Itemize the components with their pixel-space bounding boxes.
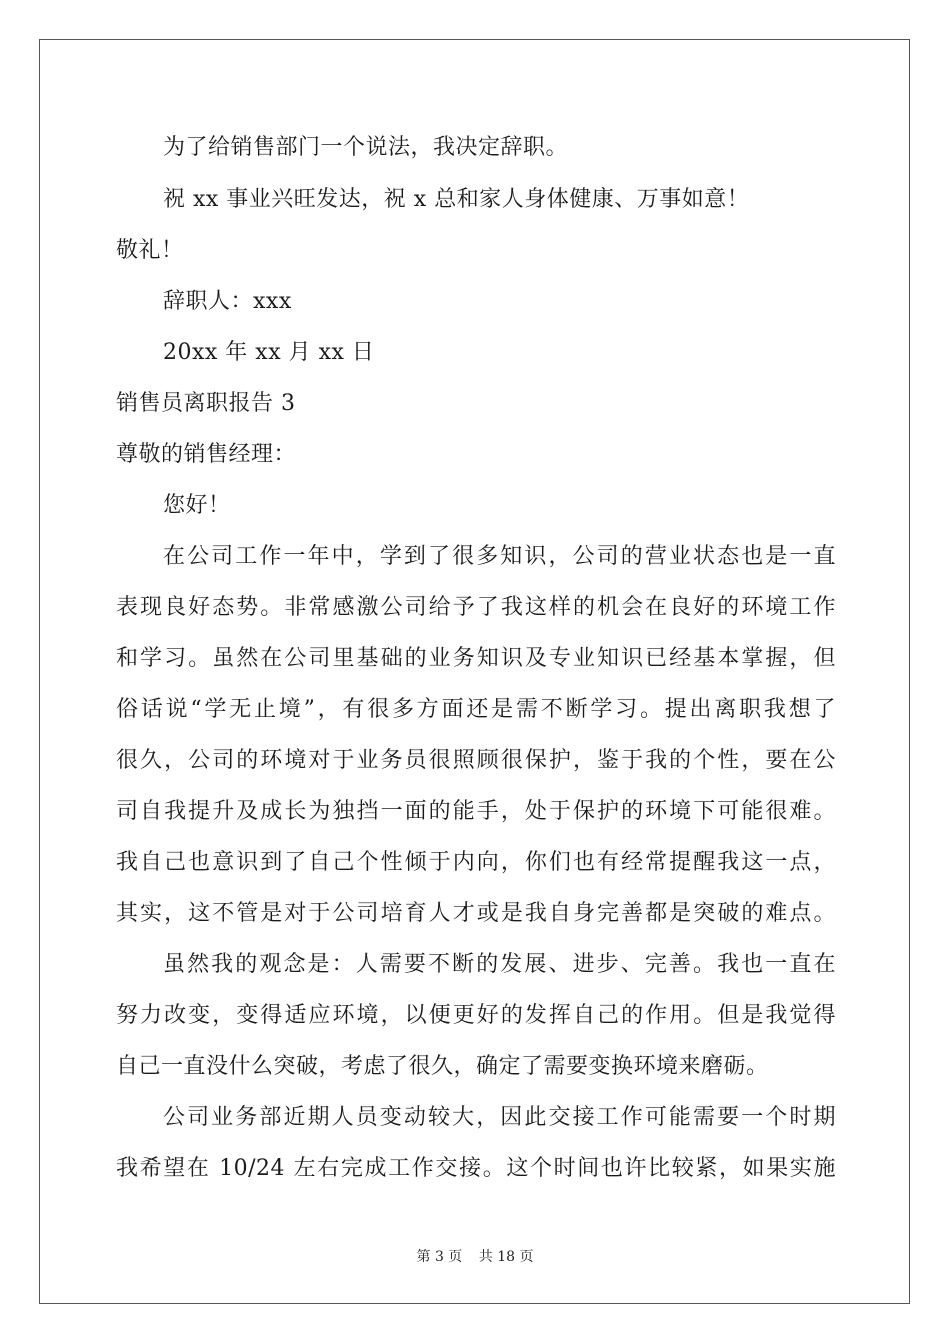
paragraph-line: 我自己也意识到了自己个性倾于内向，你们也有经常提醒我这一点，	[116, 850, 836, 875]
salutation-line: 敬礼！	[116, 238, 184, 263]
paragraph-line: 我希望在 10/24 左右完成工作交接。这个时间也许比较紧，如果实施	[116, 1156, 836, 1181]
paragraph-line: 司自我提升及成长为独挡一面的能手，处于保护的环境下可能很难。	[116, 799, 836, 824]
text-line: 祝 xx 事业兴旺发达，祝 x 总和家人身体健康、万事如意！	[163, 187, 750, 212]
paragraph-line: 俗话说“学无止境”，有很多方面还是需不断学习。提出离职我想了	[116, 697, 836, 722]
paragraph-line: 自己一直没什么突破，考虑了很久，确定了需要变换环境来磨砺。	[116, 1054, 769, 1079]
page-total: 共 18 页	[478, 1249, 534, 1265]
paragraph-line: 和学习。虽然在公司里基础的业务知识及专业知识已经基本掌握，但	[116, 646, 836, 671]
paragraph-line: 其实，这不管是对于公司培育人才或是我自身完善都是突破的难点。	[116, 901, 836, 926]
paragraph-line: 公司业务部近期人员变动较大，因此交接工作可能需要一个时期	[163, 1105, 836, 1130]
section-title: 销售员离职报告 3	[116, 391, 296, 416]
greeting-line: 您好！	[163, 493, 231, 518]
signature-line: 辞职人：xxx	[163, 289, 292, 314]
text-line: 为了给销售部门一个说法，我决定辞职。	[163, 135, 569, 160]
paragraph-line: 在公司工作一年中，学到了很多知识，公司的营业状态也是一直	[163, 544, 836, 569]
paragraph-line: 虽然我的观念是：人需要不断的发展、进步、完善。我也一直在	[163, 952, 836, 977]
paragraph-line: 表现良好态势。非常感激公司给予了我这样的机会在良好的环境工作	[116, 595, 836, 620]
page-number: 第 3 页	[416, 1249, 463, 1265]
addressee-line: 尊敬的销售经理：	[116, 442, 297, 467]
paragraph-line: 努力改变，变得适应环境，以便更好的发挥自己的作用。但是我觉得	[116, 1003, 836, 1028]
date-line: 20xx 年 xx 月 xx 日	[163, 340, 375, 365]
paragraph-line: 很久，公司的环境对于业务员很照顾很保护，鉴于我的个性，要在公	[116, 748, 836, 773]
page-footer	[0, 1245, 950, 1269]
